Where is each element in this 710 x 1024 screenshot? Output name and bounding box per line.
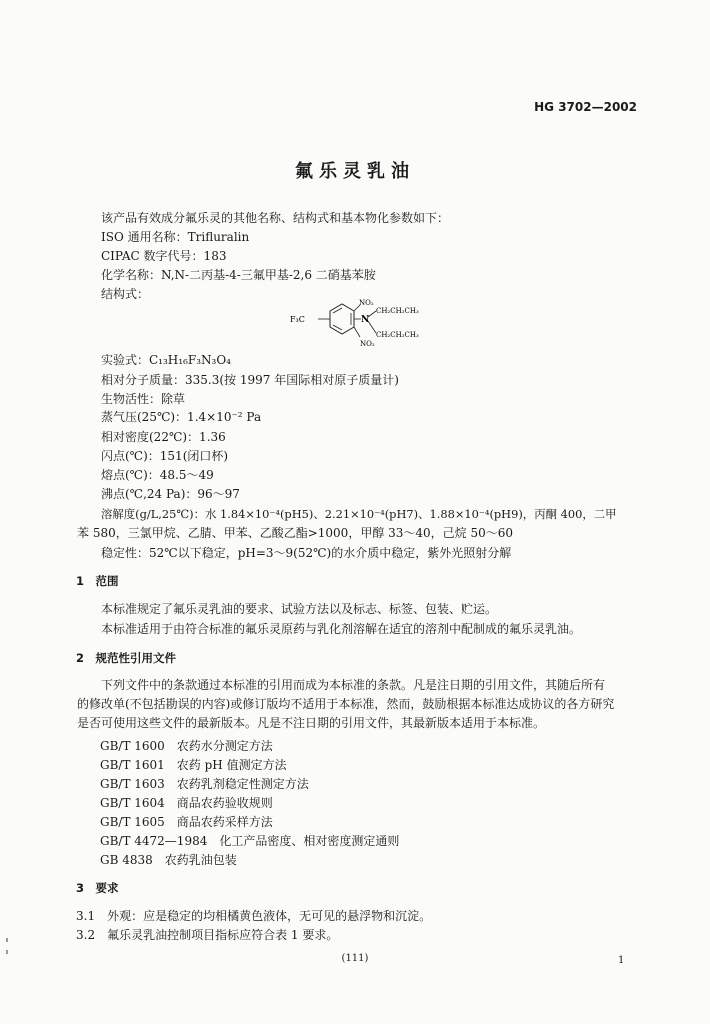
- boiling-point: 沸点(℃,24 Pa)：96～97: [101, 487, 240, 501]
- normative-text-line-3: 是否可使用这些文件的最新版本。凡是不注日期的引用文件，其最新版本适用于本标准。: [77, 716, 546, 730]
- solubility-line-1: 溶解度(g/L,25℃)：水 1.84×10⁻⁴(pH5)、2.21×10⁻⁴(pH7)、1.88×10⁻⁴(pH9)，丙酮 400，二甲: [101, 507, 617, 521]
- standard-number: HG 3702—2002: [534, 100, 637, 114]
- reference-item: GB/T 1601 农药 pH 值测定方法: [100, 758, 287, 772]
- stability: 稳定性：52℃以下稳定，pH=3～9(52℃)的水介质中稳定，紫外光照射分解: [101, 546, 512, 560]
- scope-paragraph-1: 本标准规定了氟乐灵乳油的要求、试验方法以及标志、标签、包装、贮运。: [101, 602, 498, 616]
- scan-mark: [6, 950, 8, 954]
- flash-point: 闪点(℃)：151(闭口杯): [101, 449, 229, 463]
- reference-item: GB 4838 农药乳油包装: [100, 853, 237, 867]
- amine-n: N: [361, 315, 370, 325]
- scan-mark: [6, 938, 8, 942]
- f3c-group: F₃C: [290, 315, 305, 324]
- molecular-weight: 相对分子质量：335.3(按 1997 年国际相对原子质量计): [101, 373, 399, 387]
- footer-page-code: (111): [341, 953, 369, 964]
- section-1-heading: 1 范围: [76, 574, 119, 588]
- relative-density: 相对密度(22℃)：1.36: [101, 430, 226, 444]
- bioactivity: 生物活性：除草: [101, 392, 186, 406]
- scope-paragraph-2: 本标准适用于由符合标准的氟乐灵原药与乳化剂溶解在适宜的溶剂中配制成的氟乐灵乳油。: [101, 622, 582, 636]
- iso-name: ISO 通用名称：Trifluralin: [101, 230, 250, 244]
- reference-item: GB/T 4472—1984 化工产品密度、相对密度测定通则: [100, 834, 400, 848]
- nitro-bottom: NO₂: [360, 340, 375, 348]
- structural-formula: [260, 297, 440, 351]
- cipac-code: CIPAC 数字代号：183: [101, 249, 227, 263]
- chemical-name: 化学名称：N,N-二丙基-4-三氟甲基-2,6 二硝基苯胺: [101, 268, 376, 282]
- propyl-top: CH₂CH₂CH₃: [376, 307, 419, 315]
- solubility-line-2: 苯 580，三氯甲烷、乙腈、甲苯、乙酸乙酯>1000，甲醇 33～40，己烷 50～60: [77, 526, 514, 540]
- document-title: 氟乐灵乳油: [295, 161, 415, 182]
- melting-point: 熔点(℃)：48.5～49: [101, 468, 214, 482]
- vapor-pressure: 蒸气压(25℃)：1.4×10⁻² Pa: [101, 410, 262, 424]
- empirical-formula: 实验式：C₁₃H₁₆F₃N₃O₄: [101, 353, 231, 367]
- structure-label: 结构式：: [101, 287, 150, 301]
- normative-text-line-2: 的修改单(不包括勘误的内容)或修订版均不适用于本标准，然而，鼓励根据本标准达成协议的各方研究: [77, 697, 615, 711]
- propyl-bottom: CH₂CH₂CH₃: [376, 331, 419, 339]
- intro-lead: 该产品有效成分氟乐灵的其他名称、结构式和基本物化参数如下：: [101, 211, 450, 225]
- section-2-heading: 2 规范性引用文件: [76, 651, 177, 665]
- normative-text-line-1: 下列文件中的条款通过本标准的引用而成为本标准的条款。凡是注日期的引用文件，其随后所有: [101, 678, 606, 692]
- clause-3-2: 3.2 氟乐灵乳油控制项目指标应符合表 1 要求。: [76, 928, 339, 942]
- section-3-heading: 3 要求: [76, 881, 119, 895]
- footer-page-number: 1: [618, 955, 625, 966]
- nitro-top: NO₂: [359, 299, 374, 307]
- reference-item: GB/T 1604 商品农药验收规则: [100, 796, 273, 810]
- clause-3-1: 3.1 外观：应是稳定的均相橘黄色液体，无可见的悬浮物和沉淀。: [76, 909, 432, 923]
- reference-item: GB/T 1600 农药水分测定方法: [100, 739, 273, 753]
- reference-item: GB/T 1603 农药乳剂稳定性测定方法: [100, 777, 309, 791]
- reference-item: GB/T 1605 商品农药采样方法: [100, 815, 273, 829]
